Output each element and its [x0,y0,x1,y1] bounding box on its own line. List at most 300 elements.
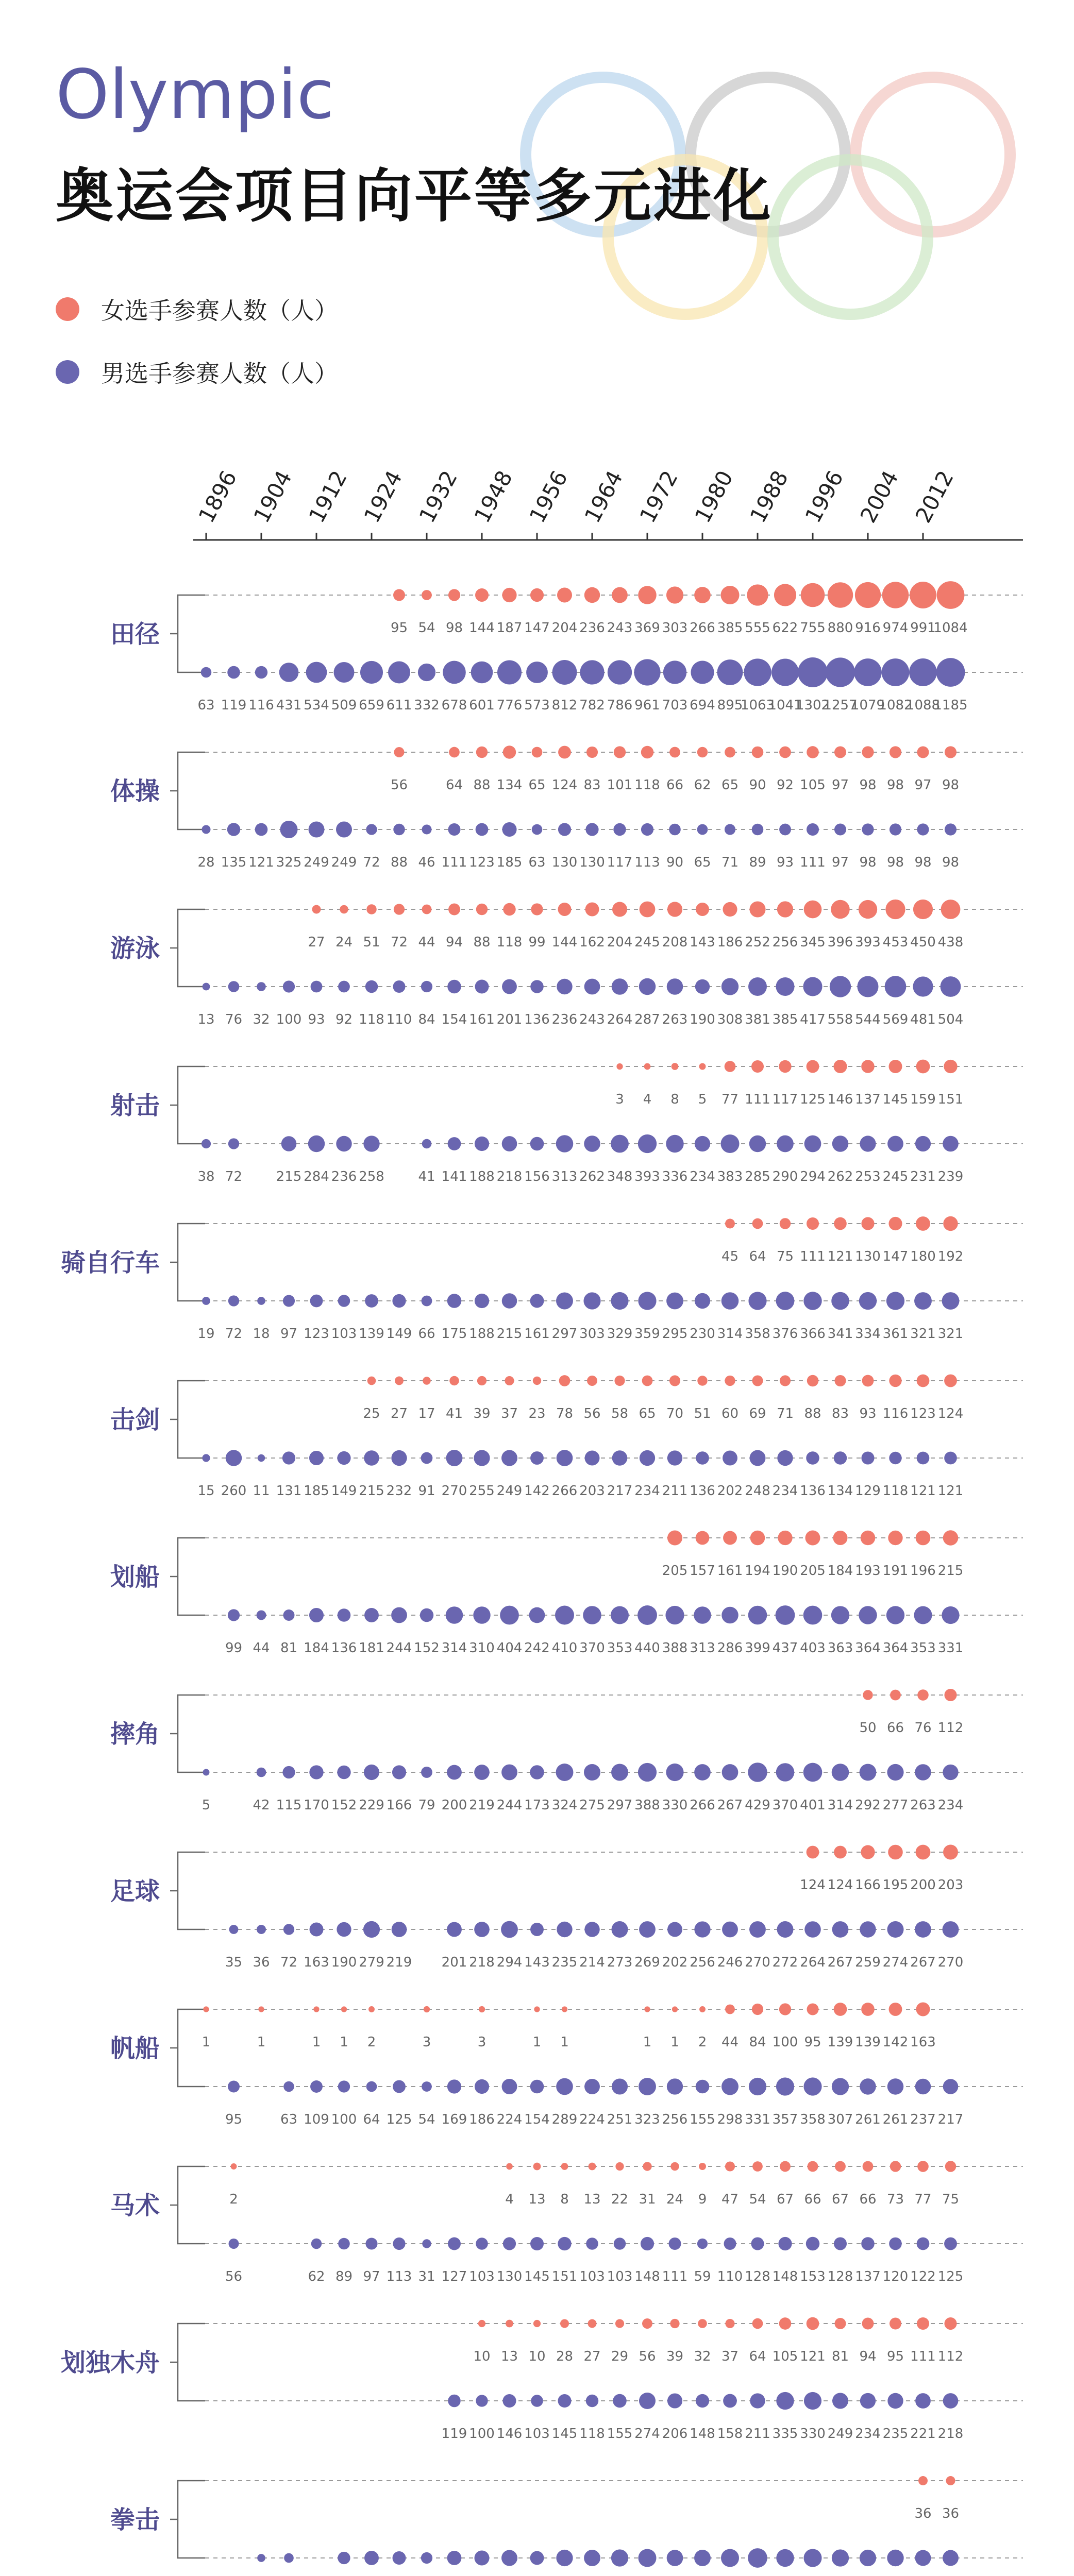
female-dot [780,1375,791,1386]
male-dot [443,661,466,684]
male-value-label: 190 [690,1012,715,1027]
male-dot [721,978,739,995]
male-dot [776,1763,795,1782]
male-dot [448,823,460,836]
female-dot [725,2319,734,2328]
female-dot [861,1845,875,1859]
female-value-label: 166 [855,1877,881,1893]
male-dot [364,2551,379,2565]
female-dot [910,582,936,608]
male-value-label: 267 [827,1955,853,1970]
male-dot [942,1606,959,1624]
male-dot [691,660,714,684]
male-value-label: 97 [363,2269,380,2284]
male-value-label: 110 [386,1012,412,1027]
female-dot [752,2318,763,2329]
female-value-label: 196 [910,1563,936,1579]
female-dot [449,1376,459,1386]
male-value-label: 314 [827,1798,853,1813]
male-value-label: 211 [745,2426,770,2442]
male-value-label: 776 [496,698,523,713]
male-value-label: 1088 [905,698,941,713]
male-value-label: 123 [304,1326,329,1342]
male-value-label: 152 [414,1640,440,1656]
male-dot [936,658,965,687]
male-value-label: 115 [276,1798,302,1813]
male-value-label: 127 [441,2269,467,2284]
female-dot [720,586,739,604]
male-value-label: 313 [690,1640,715,1656]
male-value-label: 218 [469,1955,495,1970]
male-value-label: 358 [745,1326,770,1342]
male-value-label: 262 [827,1169,853,1184]
year-tick-label: 1924 [359,466,408,527]
female-value-label: 147 [882,1249,909,1264]
male-dot [776,1605,795,1625]
female-dot [449,747,460,758]
male-dot [257,1611,266,1620]
male-value-label: 44 [253,1640,270,1656]
male-dot [552,660,577,685]
male-value-label: 100 [469,2426,495,2442]
female-dot [861,1060,875,1073]
female-value-label: 27 [583,2349,601,2364]
male-dot [832,2393,848,2409]
male-value-label: 249 [304,855,329,870]
male-dot [280,821,298,838]
female-dot [666,586,683,603]
male-value-label: 601 [469,698,495,713]
female-value-label: 190 [772,1563,798,1579]
male-dot [854,658,882,686]
female-dot [808,2161,818,2172]
male-value-label: 404 [496,1640,523,1656]
male-dot [612,1450,628,1466]
male-value-label: 1041 [768,698,802,713]
male-dot [558,2394,571,2408]
female-dot [503,903,515,916]
male-value-label: 109 [304,2112,329,2127]
sport-group [110,1530,1023,1656]
female-value-label: 204 [551,620,578,636]
male-value-label: 269 [634,1955,660,1970]
male-value-label: 129 [855,1483,881,1499]
male-dot [913,976,933,996]
male-value-label: 118 [882,1483,909,1499]
female-value-label: 124 [551,777,578,793]
female-value-label: 71 [776,1406,794,1421]
male-value-label: 148 [690,2426,715,2442]
male-value-label: 201 [496,1012,523,1027]
male-value-label: 59 [694,2269,711,2284]
male-dot [471,662,493,684]
female-dot [937,581,965,609]
male-value-label: 289 [551,2112,578,2127]
female-value-label: 105 [772,2349,798,2364]
male-value-label: 336 [662,1169,688,1184]
male-dot [585,823,598,836]
female-dot [751,1060,764,1073]
male-value-label: 357 [772,2112,798,2127]
male-dot [532,824,543,835]
male-value-label: 573 [524,698,550,713]
male-dot [614,2238,626,2250]
female-value-label: 974 [882,620,909,636]
female-value-label: 124 [937,1406,964,1421]
sport-label: 划独木舟 [60,2348,160,2377]
female-dot [667,1530,682,1545]
male-value-label: 135 [221,855,247,870]
female-dot [667,902,682,917]
male-dot [752,824,764,836]
male-value-label: 659 [359,698,384,713]
male-value-label: 224 [496,2112,523,2127]
male-dot [696,1451,709,1465]
female-dot [723,1531,737,1545]
male-dot [283,2081,294,2092]
female-dot [533,1377,541,1385]
male-dot [750,2393,765,2408]
female-dot [368,2006,375,2012]
male-value-label: 786 [607,698,633,713]
female-value-label: 142 [882,2035,909,2050]
female-value-label: 64 [749,1249,766,1264]
female-value-label: 94 [445,935,463,950]
male-dot [338,1608,351,1622]
male-value-label: 1082 [878,698,913,713]
male-value-label: 403 [800,1640,826,1656]
female-value-label: 44 [721,2035,739,2050]
male-value-label: 158 [717,2426,743,2442]
male-dot [475,1137,489,1151]
male-value-label: 330 [662,1798,688,1813]
female-dot [562,2006,567,2012]
male-dot [915,2393,931,2409]
male-dot [283,1609,295,1621]
male-value-label: 261 [882,2112,909,2127]
male-dot [669,824,681,836]
male-value-label: 18 [253,1326,270,1342]
male-dot [530,980,544,993]
male-dot [777,1450,793,1466]
sport-bracket [178,752,205,829]
male-dot [667,2078,683,2094]
male-value-label: 98 [942,855,960,870]
male-dot [363,1921,380,1938]
male-dot [944,1452,957,1465]
female-dot [614,1376,625,1386]
female-dot [804,901,822,919]
male-dot [555,1606,574,1625]
female-value-label: 13 [528,2192,546,2207]
female-value-label: 58 [611,1406,629,1421]
male-dot [887,1764,903,1781]
female-dot [943,1845,958,1860]
legend-label-female: 女选手参赛人数（人） [101,297,338,325]
male-value-label: 297 [551,1326,578,1342]
male-dot [612,2078,628,2094]
male-value-label: 234 [690,1169,715,1184]
female-value-label: 54 [749,2192,766,2207]
male-dot [803,2077,821,2095]
male-dot [257,2554,265,2562]
legend-label-male: 男选手参赛人数（人） [101,360,338,387]
male-value-label: 110 [717,2269,743,2284]
female-dot [394,904,405,914]
female-dot [612,902,627,917]
female-dot [805,1530,820,1545]
male-dot [308,1136,325,1152]
sport-bracket [178,1066,205,1144]
female-dot [916,2003,930,2016]
male-dot [915,2550,931,2566]
male-dot [448,2395,461,2408]
female-value-label: 75 [776,1249,794,1264]
male-dot [696,2394,709,2408]
male-value-label: 155 [607,2426,633,2442]
male-value-label: 229 [359,1798,384,1813]
male-dot [834,2237,847,2250]
male-value-label: 169 [441,2112,467,2127]
female-value-label: 2 [367,2035,376,2050]
male-dot [750,1450,766,1466]
male-dot [885,976,907,997]
female-value-label: 450 [910,935,936,950]
female-dot [807,746,819,758]
male-value-label: 218 [496,1169,523,1184]
male-value-label: 334 [855,1326,881,1342]
male-value-label: 331 [937,1640,964,1656]
female-value-label: 66 [804,2192,821,2207]
female-value-label: 3 [477,2035,486,2050]
male-value-label: 393 [634,1169,660,1184]
female-dot [584,587,600,603]
female-dot [863,2161,874,2172]
male-dot [803,1763,823,1782]
male-dot [917,2238,930,2250]
female-value-label: 2 [229,2192,238,2207]
male-dot [637,1605,657,1625]
female-dot [918,2476,928,2485]
female-dot [888,1531,902,1545]
male-dot [807,823,819,836]
male-dot [583,1292,600,1309]
female-dot [670,2162,679,2171]
male-value-label: 244 [496,1798,523,1813]
male-dot [721,1292,739,1310]
male-dot [474,1922,490,1937]
female-value-label: 97 [914,777,932,793]
male-dot [338,2080,350,2092]
male-value-label: 113 [386,2269,412,2284]
male-value-label: 236 [331,1169,357,1184]
male-value-label: 290 [772,1169,798,1184]
male-value-label: 36 [253,1955,270,1970]
female-value-label: 101 [607,777,633,793]
male-dot [723,1451,737,1466]
male-value-label: 206 [662,2426,688,2442]
male-dot [391,1607,407,1623]
male-value-label: 81 [280,1640,298,1656]
female-value-label: 23 [528,1406,546,1421]
male-value-label: 558 [827,1012,853,1027]
male-value-label: 190 [331,1955,357,1970]
female-dot [478,2320,485,2327]
female-value-label: 124 [800,1877,826,1893]
year-tick-label: 2004 [855,466,904,527]
male-dot [257,1768,266,1777]
male-dot [366,824,377,835]
male-dot [909,658,937,686]
male-value-label: 253 [855,1169,881,1184]
male-value-label: 383 [717,1169,743,1184]
female-dot [725,1376,735,1386]
male-value-label: 370 [579,1640,605,1656]
female-dot [475,588,489,602]
female-dot [640,902,656,918]
male-value-label: 155 [690,2112,715,2127]
male-dot [914,1292,932,1310]
male-value-label: 125 [386,2112,412,2127]
male-value-label: 72 [225,1169,243,1184]
male-value-label: 121 [910,1483,936,1499]
female-dot [694,587,711,603]
female-value-label: 194 [745,1563,770,1579]
male-value-label: 97 [280,1326,298,1342]
male-dot [915,1764,931,1781]
female-value-label: 60 [721,1406,739,1421]
male-dot [751,2237,764,2250]
male-dot [421,1767,432,1778]
male-value-label: 410 [551,1640,578,1656]
male-dot [476,823,489,836]
female-dot [917,1689,929,1701]
year-tick-label: 1904 [248,466,297,527]
female-value-label: 146 [827,1092,853,1107]
male-value-label: 218 [937,2426,964,2442]
female-dot [859,900,877,919]
female-value-label: 32 [694,2349,711,2364]
female-dot [882,582,909,608]
male-value-label: 264 [800,1955,826,1970]
male-value-label: 256 [690,1955,715,1970]
male-dot [776,977,794,996]
female-value-label: 121 [827,1249,853,1264]
male-value-label: 11 [253,1483,270,1499]
male-value-label: 148 [634,2269,660,2284]
male-value-label: 188 [469,1169,495,1184]
male-dot [530,2551,544,2565]
male-dot [338,1295,350,1307]
female-value-label: 73 [886,2192,904,2207]
male-value-label: 93 [308,1012,325,1027]
male-value-label: 388 [662,1640,688,1656]
female-dot [778,1531,792,1545]
sport-bracket [178,2324,205,2401]
male-dot [694,1921,710,1937]
female-value-label: 4 [505,2192,514,2207]
female-value-label: 51 [694,1406,711,1421]
female-dot [855,582,881,608]
female-value-label: 1 [532,2035,542,2050]
male-dot [694,1764,711,1781]
male-dot [612,1921,628,1938]
female-value-label: 187 [496,620,523,636]
male-dot [917,823,929,835]
female-dot [669,1375,680,1386]
female-dot [367,1377,376,1385]
female-dot [725,2005,735,2014]
male-dot [777,1136,794,1153]
female-value-label: 236 [579,620,605,636]
male-value-label: 812 [551,698,578,713]
male-value-label: 136 [800,1483,826,1499]
female-value-label: 123 [910,1406,936,1421]
male-dot [857,976,878,997]
male-dot [722,1764,739,1781]
male-value-label: 249 [827,2426,853,2442]
female-dot [801,583,825,607]
female-value-label: 755 [800,620,826,636]
female-value-label: 1084 [933,620,968,636]
female-value-label: 95 [886,2349,904,2364]
male-dot [862,823,874,835]
male-value-label: 329 [607,1326,633,1342]
female-dot [834,1217,847,1230]
male-value-label: 120 [882,2269,909,2284]
male-dot [580,660,604,684]
female-value-label: 266 [690,620,715,636]
male-value-label: 136 [524,1012,550,1027]
female-dot [834,1375,846,1386]
male-dot [804,2392,821,2410]
male-dot [638,2549,656,2567]
female-value-label: 93 [859,1406,877,1421]
female-value-label: 345 [800,935,826,950]
female-dot [890,2318,901,2330]
female-dot [723,902,737,917]
male-value-label: 348 [607,1169,633,1184]
male-dot [310,1295,323,1308]
male-dot [392,1765,406,1779]
female-dot [750,1531,765,1546]
male-value-label: 270 [745,1955,770,1970]
male-value-label: 93 [776,855,794,870]
male-dot [717,659,743,685]
male-dot [860,1921,876,1937]
male-value-label: 295 [662,1326,688,1342]
female-dot [585,903,599,917]
male-value-label: 272 [772,1955,798,1970]
male-dot [611,1135,629,1153]
female-dot [393,589,405,601]
male-value-label: 130 [551,855,578,870]
male-dot [640,1450,655,1466]
male-value-label: 154 [524,2112,550,2127]
male-value-label: 275 [579,1798,605,1813]
male-dot [557,979,572,994]
male-value-label: 185 [304,1483,329,1499]
male-value-label: 215 [276,1169,302,1184]
female-dot [780,2161,791,2172]
male-dot [771,659,799,686]
male-value-label: 28 [197,855,215,870]
female-dot [699,2006,706,2012]
male-dot [391,1450,407,1466]
male-value-label: 98 [859,855,877,870]
male-dot [201,667,212,678]
male-dot [503,2237,516,2250]
